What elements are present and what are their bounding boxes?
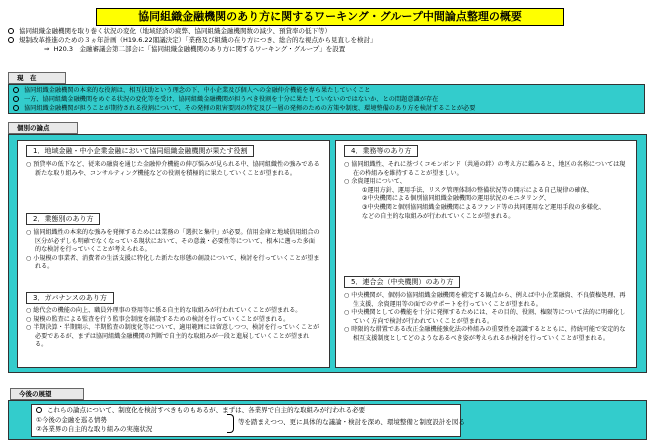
left-panel: [17, 140, 330, 368]
intro-row: [44, 45, 648, 54]
genjo-item: [13, 95, 640, 104]
bullet-mark: ○: [344, 326, 352, 334]
bullet-icon: [13, 96, 19, 102]
intro-text: H20.3 金融審議会第二部会に「協同組織金融機関のあり方に関するワーキング・グループ」を設置: [53, 45, 346, 53]
section-title: 1．地域金融・中小企業金融において協同組織金融機関が果たす役割: [26, 145, 254, 157]
kongo-tail: 等を踏まえつつ、更に具体的な議論・検討を深め、環境整備と制度設計を図る: [238, 418, 465, 426]
kongo-panel: [8, 400, 647, 440]
bullet-icon: [13, 105, 19, 111]
list-subitem: ②中央機関による個別協同組織金融機関の運用状況のモニタリング、: [362, 195, 550, 203]
section-body: [26, 229, 321, 272]
section-title: 4．業務等のあり方: [344, 145, 418, 157]
list-item-text: 余資運用について、: [351, 178, 406, 186]
kongo-inner: [31, 404, 465, 437]
bullet-icon: [8, 28, 14, 34]
bullet-mark: ○: [26, 254, 34, 262]
section-title: 2．業態別のあり方: [26, 213, 100, 225]
genjo-item-text: 協同組織金融機関が担うことが期待される役割について、その発揮の阻害要因の特定及び一層の発揮のための方策や制度、環境整備のあり方を検討することが必要: [24, 105, 476, 113]
genjo-panel: [8, 84, 645, 114]
list-item-text: 半期決算・半期開示、半期監査の制度化等について、適用範囲には留意しつつ、検討を行っていくことが必要であるが、まずは協同組織金融機関の判断で自主的な取組みが一段と進展していくことが望まれる。: [33, 324, 320, 349]
brace-icon: [227, 414, 234, 433]
right-panel: [335, 140, 637, 368]
bullet-mark: ○: [344, 178, 352, 186]
list-item: [344, 309, 630, 326]
bullet-mark: ○: [344, 309, 352, 317]
bullet-mark: ○: [26, 315, 34, 323]
list-item-text: 小規模の事業者、消費者の生活支援に特化した新たな形態の創設について、検討を行っていくことが望まれる。: [33, 254, 320, 271]
list-item: [26, 229, 321, 255]
kongo-sub: ②各業界の自主的な取り組みの実施状況: [36, 425, 153, 433]
section-body: [26, 307, 321, 350]
genjo-header: 現 在: [8, 72, 66, 84]
genjo-item-text: 協同組織金融機関の本来的な役割は、相互扶助という理念の下、中小企業及び個人への金融仲介機能を専ら果たしていくこと: [24, 87, 371, 94]
bullet-mark: ○: [26, 324, 34, 332]
list-item-text: 時限的な措置である改正金融機能強化法の枠組みの重要性を認識するとともに、持続可能で安定的な相互支援制度としてどのようなあるべき姿が考えられるか検討を行っていくことが望まれる。: [351, 326, 626, 342]
list-item: [26, 316, 321, 325]
list-item: [26, 161, 321, 178]
bullet-icon: [36, 407, 42, 413]
intro-text: 規制改革推進のための３ヵ年計画（H19.6.22閣議決定）「業務及び組織の在り方につき、総合的な視点から見直しを検討」: [19, 36, 377, 44]
list-subitem: ③中央機関と個別協同組織金融機関によるファンド等の共同運用など運用手段の多様化、: [362, 203, 605, 211]
kongo-line-text: これらの論点について、制度化を検討すべきものもあるが、まずは、各業界で自主的な取組みが行われる必要: [47, 406, 366, 414]
list-item-text: 規模の監査による監査を行う監事会制度を創設するための検討を行っていくことが望まれる。: [33, 315, 290, 323]
bullet-icon: [13, 87, 19, 93]
list-item-text: 預貸率の低下など、従来の融資を通じた金融仲介機能の伸び悩みが見られる中、協同組織性の強みである新たな取り組みや、コンサルティング機能などの役割を積極的に果たしていくことが望まれる。: [33, 161, 320, 177]
genjo-item: [13, 104, 640, 113]
list-item-text: 協同組織性の本来的な強みを発揮するためには業務の「選択と集中」が必要。信用金庫と地域信用組合の区分が必ずしも明確でなくなっている現状において、その意義・必要性等について、根本に遡った多面的な検討を行っていくことが考えられる。: [33, 229, 320, 254]
list-item: [344, 326, 630, 343]
section-body: [26, 161, 321, 178]
bullet-mark: ○: [26, 161, 34, 168]
bullet-mark: ○: [344, 292, 352, 299]
bullet-mark: ○: [26, 307, 34, 314]
list-item: [344, 161, 630, 178]
list-item: [344, 292, 630, 309]
bullet-mark: ○: [26, 229, 34, 236]
kobetsu-header: 個別の論点: [8, 122, 78, 134]
list-item-text: 協同組織性、それに基づくコモンボンド（共通の絆）の考え方に鑑みると、地区の名称については現在の枠組みを維持することが望ましい。: [351, 161, 626, 177]
section-body: [344, 292, 630, 344]
section-title: 5．連合会（中央機関）のあり方: [344, 276, 460, 288]
list-item-text: 中央機関が、個別の協同組織金融機関を補完する観点から、例えば中小企業融資、不良債権処理、再生支援、余資運用等の面でのサポートを行っていくことが望まれる。: [351, 292, 626, 308]
list-subitem: などの自主的な取組みが行われていくことが望まれる。: [362, 212, 515, 220]
genjo-item: [13, 86, 640, 95]
list-subitem: ①運用方針、運用手法、リスク管理体制の整備状況等の開示による自己規律の確保、: [362, 186, 593, 194]
arrow-icon: ⇒: [44, 45, 50, 53]
list-item-text: 総代会の機能の向上、職員外理事の登用等に係る自主的な取組みが行われていくことが望まれる。: [33, 307, 302, 314]
page-title: 協同組織金融機関のあり方に関するワーキング・グループ中間論点整理の概要: [96, 8, 564, 26]
section-body: [344, 161, 630, 221]
list-item: [26, 307, 321, 316]
list-item-text: 中央機関としての機能を十分に発揮するためには、その目的、役割、権限等について法的に明確化していく方向で検討が行われていくことが望まれる。: [351, 309, 626, 325]
kongo-sub: ①今後の金融を巡る情勢: [36, 415, 107, 424]
kongo-line: [36, 406, 456, 416]
bullet-icon: [8, 37, 14, 43]
genjo-item-text: 一方、協同組織金融機関をめぐる状況の変化等を受け、協同組織金融機関が担うべき役割を十分に果たしていないのではないか、との問題意識が存在: [24, 96, 439, 104]
section-title: 3．ガバナンスのあり方: [26, 292, 114, 304]
intro-block: [8, 27, 648, 54]
intro-row: [8, 36, 648, 45]
list-item: [344, 178, 630, 187]
list-item: [26, 324, 321, 350]
intro-text: 協同組織金融機関を取り巻く状況の変化（地域経済の疲弊、協同組織金融機関数の減少、預貸率の低下等）: [19, 27, 331, 35]
kobetsu-panel: [8, 134, 647, 373]
kongo-header: 今後の展望: [10, 388, 84, 400]
list-item: [26, 255, 321, 272]
bullet-mark: ○: [344, 161, 352, 168]
intro-row: [8, 27, 648, 36]
